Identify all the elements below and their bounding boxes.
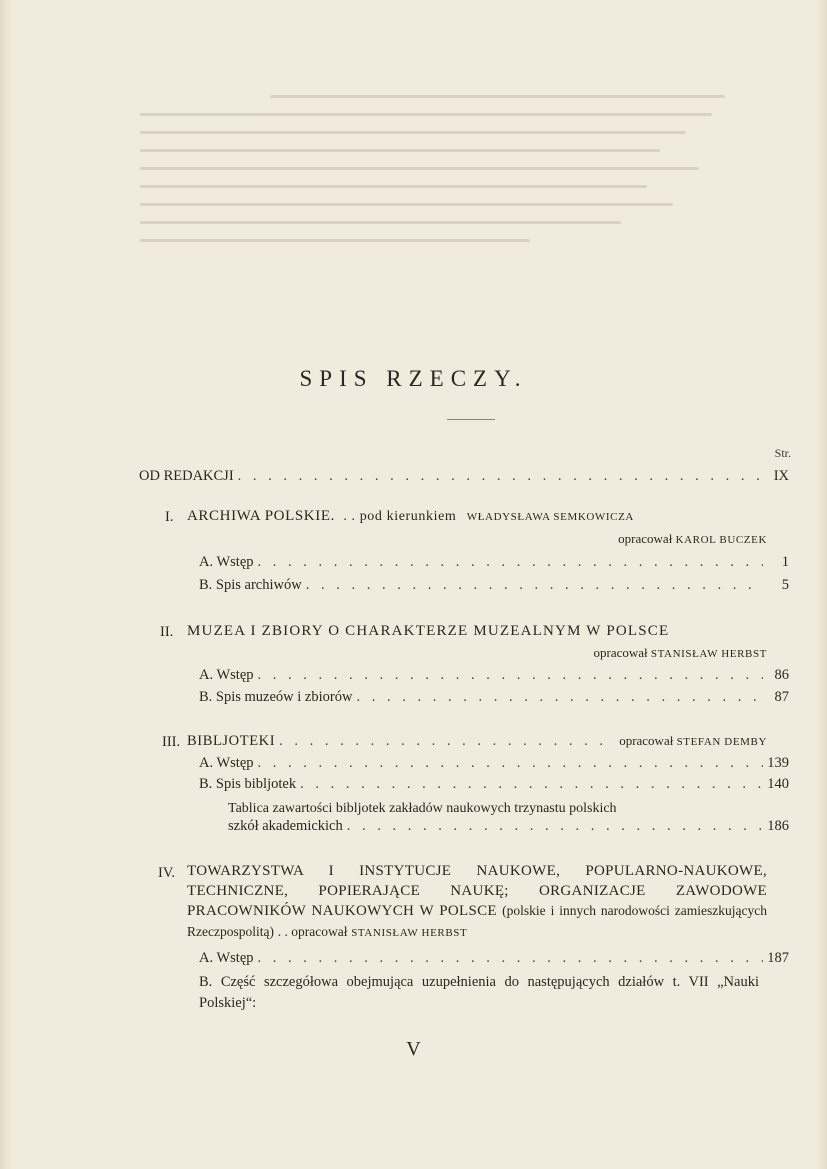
editor-name: WŁADYSŁAWA SEMKOWICZA (466, 511, 634, 523)
tablica-line-1: Tablica zawartości bibljotek zakładów naukowych trzynastu polskich (228, 801, 617, 816)
section-number: I. (165, 509, 174, 525)
toc-row[interactable] (228, 818, 789, 835)
page-column-label: Str. (774, 446, 791, 460)
dot-leader (238, 468, 763, 485)
section-title[interactable] (187, 508, 634, 525)
section-title[interactable]: MUZEA I ZBIORY O CHARAKTERZE MUZEALNYM W POLSCE (187, 623, 670, 639)
dot-leader (347, 818, 763, 835)
section-number: IV. (158, 865, 176, 881)
toc-label: B. Spis archiwów (199, 577, 302, 593)
author-name: STANISŁAW HERBST (650, 648, 767, 660)
author-prefix: opracował (619, 733, 674, 748)
toc-page: 86 (774, 667, 789, 683)
toc-page: 140 (767, 776, 789, 792)
scan-edge-right (817, 0, 827, 1169)
toc-label: A. Wstęp (199, 755, 254, 771)
tablica-entry[interactable] (228, 798, 760, 820)
author-prefix: opracował (593, 645, 648, 660)
scan-edge-left (0, 0, 12, 1169)
author-line (619, 733, 767, 749)
toc-row[interactable] (199, 950, 789, 967)
author-name: STEFAN DEMBY (676, 736, 767, 748)
dot-leader (300, 776, 763, 793)
toc-row-od-redakcji[interactable] (139, 468, 789, 485)
title-rule (447, 419, 495, 420)
section-title-row[interactable] (187, 733, 767, 750)
section-title-block[interactable] (187, 862, 767, 943)
section-number: III. (162, 734, 181, 750)
toc-row[interactable] (199, 577, 789, 594)
toc-page: 5 (781, 577, 789, 593)
dot-leader (306, 577, 763, 594)
section-title: BIBLJOTEKI (187, 733, 276, 749)
author-prefix: . . opracował (277, 923, 348, 939)
dot-leader (258, 554, 763, 571)
toc-label: OD REDAKCJI (139, 468, 234, 484)
toc-row[interactable] (199, 689, 789, 706)
dot-leader (279, 733, 615, 750)
dot-leader (258, 950, 763, 967)
toc-label: A. Wstęp (199, 667, 254, 683)
toc-label: A. Wstęp (199, 950, 254, 966)
author-name: STANISŁAW HERBST (351, 926, 468, 939)
toc-page: IX (773, 468, 789, 484)
bleed-through-text (140, 80, 790, 340)
section-number: II. (160, 624, 174, 640)
toc-label: B. Spis muzeów i zbiorów (199, 689, 353, 705)
author-line (593, 645, 767, 661)
page-title: SPIS RZECZY. (299, 366, 528, 391)
section-subtitle: (polskie i innych narodowości zamieszkujących Rzeczpospolitą) (187, 903, 767, 939)
toc-item-b[interactable]: B. Część szczegółowa obejmująca uzupełnienia do następujących działów t. VII „Nauki Polskiej“: (199, 974, 759, 1011)
author-line (618, 531, 767, 547)
toc-page: 1 (781, 554, 789, 570)
section-title-text: ARCHIWA POLSKIE. (187, 508, 335, 524)
toc-row[interactable] (199, 776, 789, 793)
toc-page: 139 (767, 755, 789, 771)
dot-leader (258, 667, 763, 684)
toc-row[interactable] (199, 755, 789, 772)
toc-row[interactable] (199, 667, 789, 684)
toc-page: 187 (767, 950, 789, 966)
toc-label: szkół akademickich (228, 818, 343, 834)
toc-label: B. Spis bibljotek (199, 776, 297, 792)
author-name: KAROL BUCZEK (675, 534, 767, 546)
dot-leader (258, 755, 763, 772)
section-title: TOWARZYSTWA I INSTYTUCJE NAUKOWE, POPULARNO-NAUKOWE, TECHNICZNE, POPIERAJĄCE NAUKĘ; ORGANIZACJE ZAWODOWE PRACOWNIKÓW NAUKOWYCH W POLSCE (187, 863, 767, 919)
toc-page: 87 (774, 689, 789, 705)
editor-prefix: . . pod kierunkiem (343, 509, 457, 524)
author-prefix: opracował (618, 531, 673, 546)
toc-label: A. Wstęp (199, 554, 254, 570)
dot-leader (356, 689, 763, 706)
toc-row[interactable] (199, 554, 789, 571)
toc-page: 186 (767, 818, 789, 834)
page-folio: V (406, 1038, 421, 1060)
